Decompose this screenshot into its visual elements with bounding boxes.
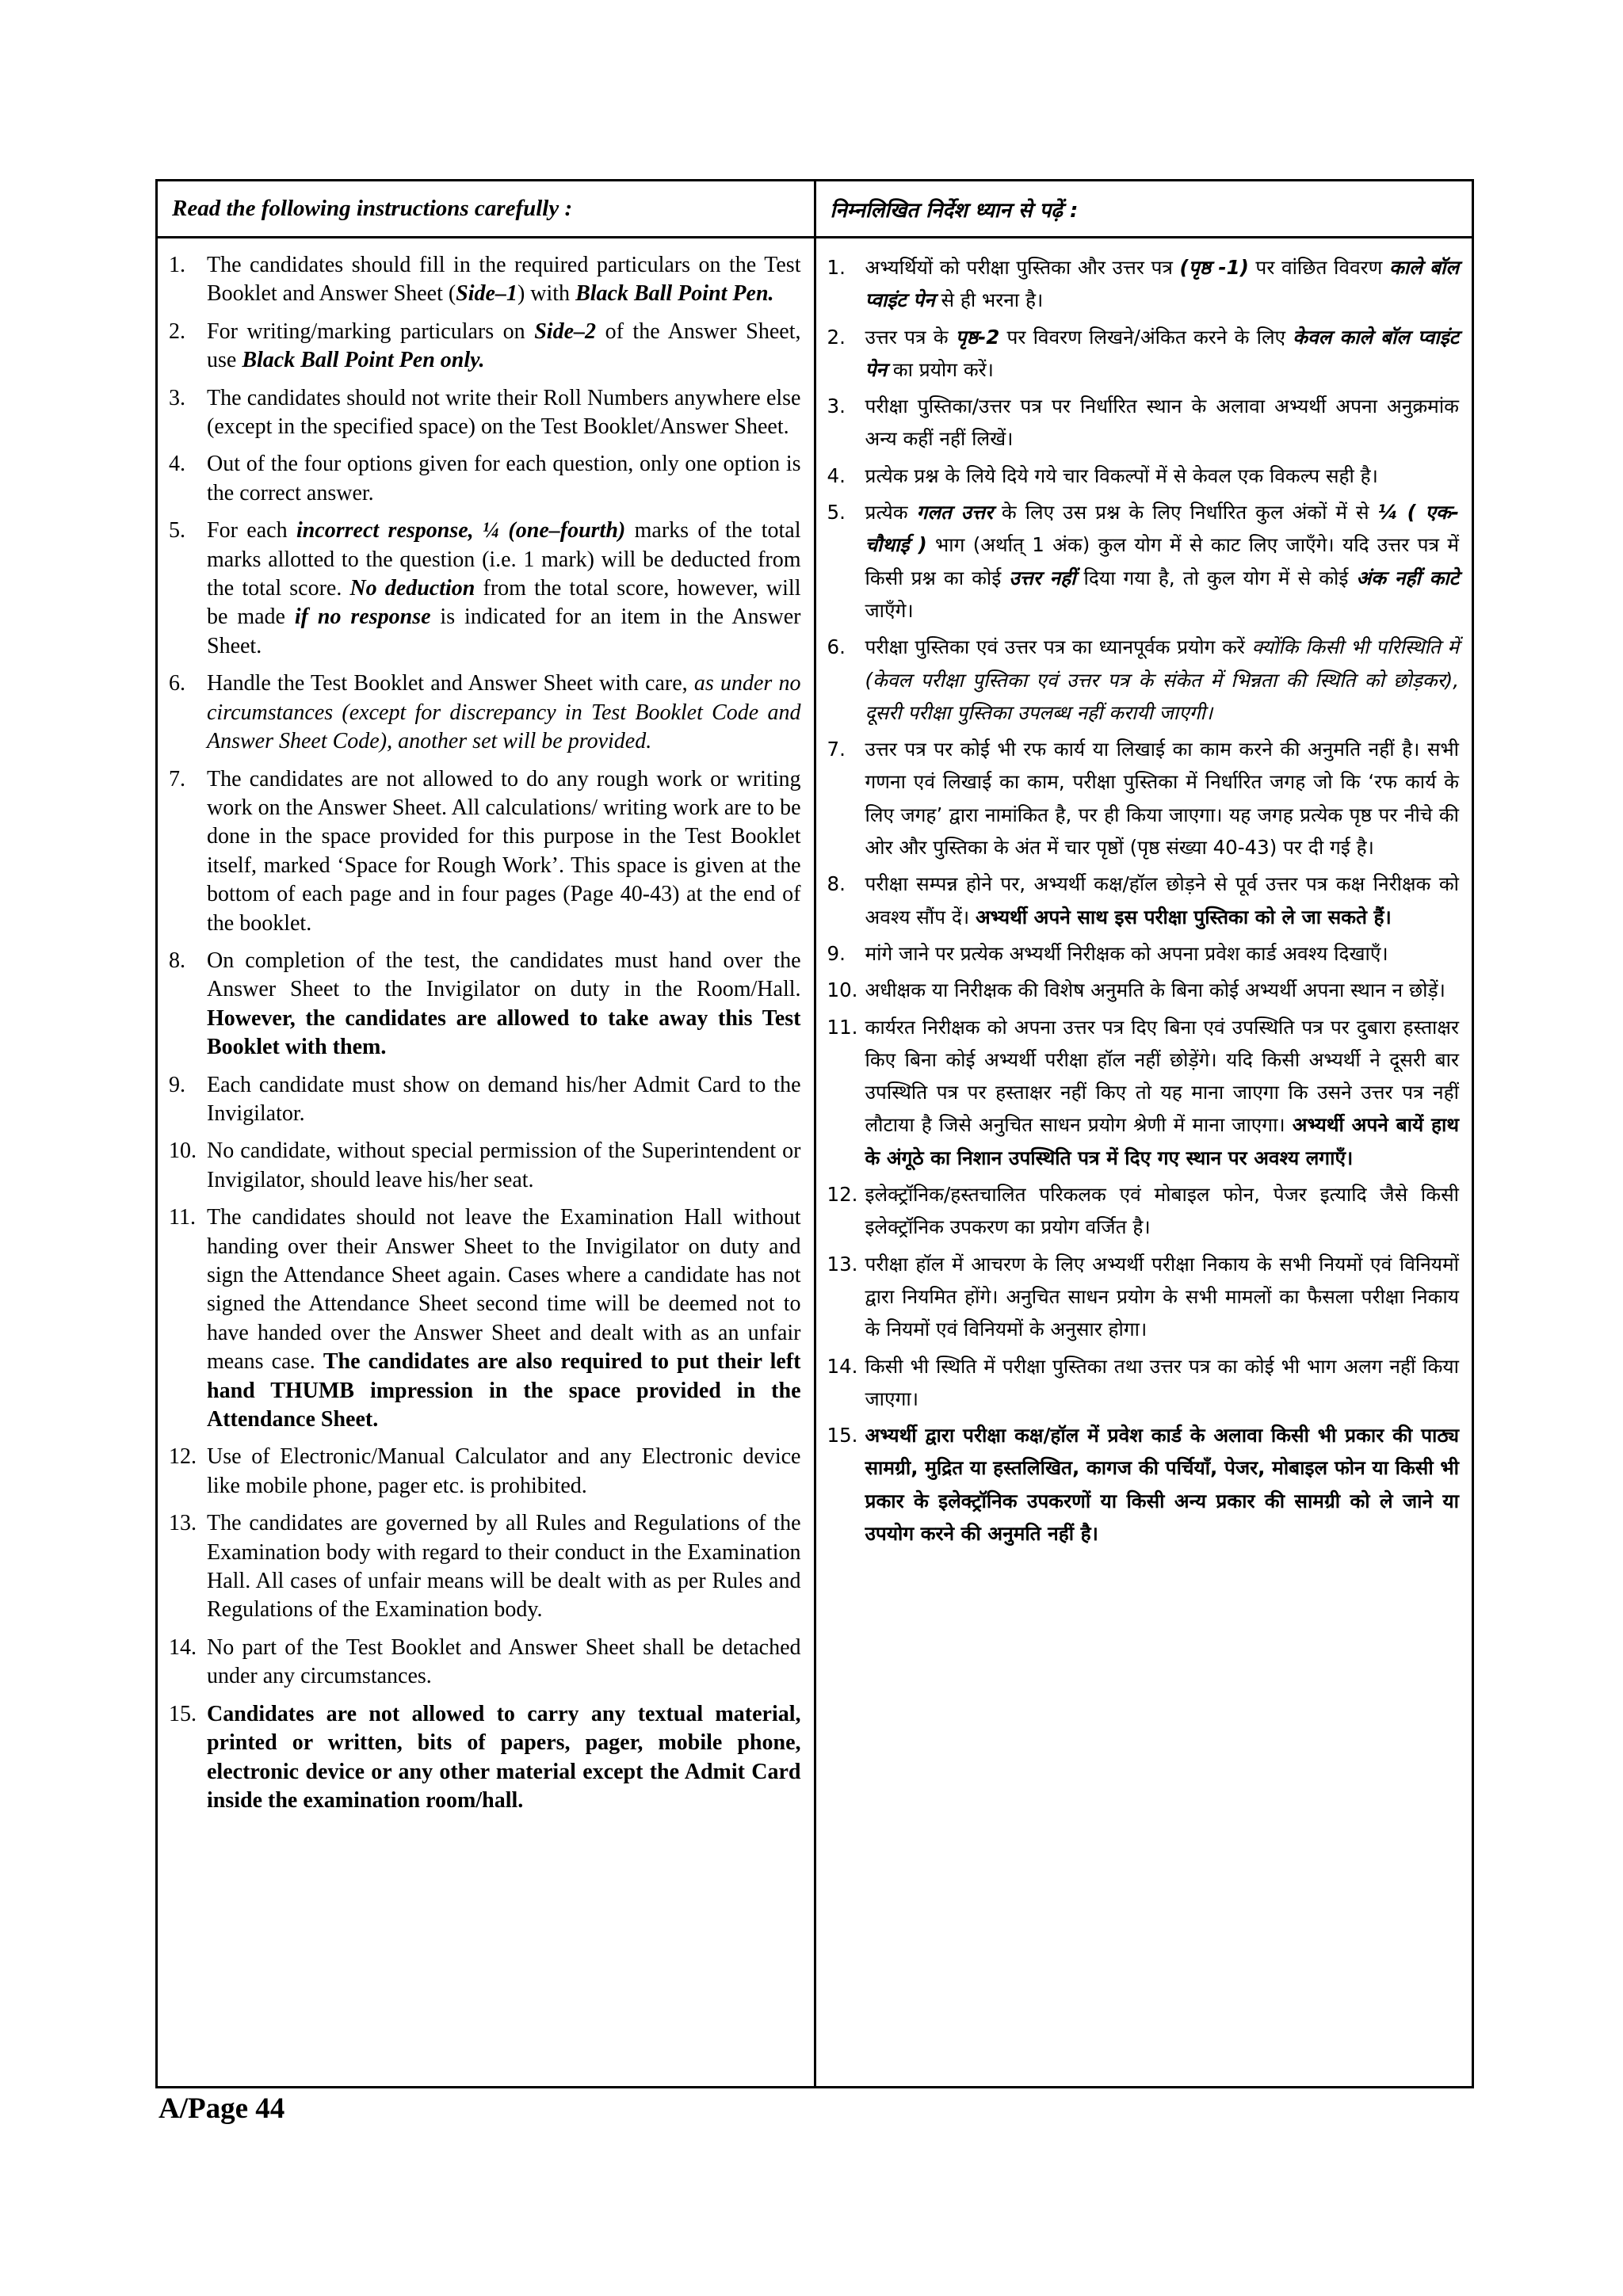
instruction-text-run: अभ्यर्थी अपने साथ इस परीक्षा पुस्तिका को ले जा सकते हैं। [975,905,1392,929]
instruction-text-run: मांगे जाने पर प्रत्येक अभ्यर्थी निरीक्षक को अपना प्रवेश कार्ड अवश्य दिखाएँ। [865,941,1388,965]
instruction-text-run: अधीक्षक या निरीक्षक की विशेष अनुमति के बिना कोई अभ्यर्थी अपना स्थान न छोड़ें। [865,978,1445,1002]
instruction-text [207,318,801,376]
english-instructions-column [158,238,816,2086]
english-instruction-3 [169,384,801,442]
instructions-body [158,238,1472,2086]
instruction-text [207,450,801,508]
hindi-instruction-2 [827,321,1460,387]
instruction-text [865,1178,1460,1244]
hindi-instructions-column [816,238,1472,2086]
instruction-number: 12. [827,1183,858,1207]
instruction-text-run: Black Ball Point Pen only. [242,348,485,373]
instruction-number: 6. [827,635,846,659]
instruction-text-run: However, the candidates are allowed to take away this Test Booklet with them. [207,1005,801,1060]
instruction-text [865,937,1460,970]
instruction-text [207,1509,801,1625]
instruction-text-run: दिया गया है, तो कुल योग में से कोई [1075,566,1357,589]
instruction-text-run: अंक नहीं काटे [1356,566,1459,589]
instruction-number: 3. [827,395,846,418]
instruction-text [865,460,1460,492]
instruction-text [207,1634,801,1691]
instruction-text-run: पृष्ठ-2 [955,325,1000,349]
instruction-text-run: का प्रयोग करें। [887,357,994,381]
instruction-text-run: On completion of the test, the candidates must hand over the Answer Sheet to the Invigilator on duty in the Room/Hall. [207,948,801,1002]
english-instruction-15 [169,1700,801,1816]
instruction-number: 13. [169,1511,197,1536]
instruction-number: 11. [827,1015,858,1039]
instruction-text-run: Side–1 [456,281,517,307]
instruction-text-run: from the total score, however, will be made [207,576,801,630]
instruction-number: 11. [169,1205,196,1230]
instruction-text-run: Each candidate must show on demand his/her Admit Card to the Invigilator. [207,1072,801,1126]
instruction-number: 1. [169,253,185,277]
instruction-text [865,251,1460,317]
instruction-text-run: ¼ ( एक-चौथाई ) [865,501,1460,557]
instruction-text-run: marks of the total marks allotted to the question (i.e. 1 mark) will be deducted from the total score. [207,518,801,601]
instruction-text-run: उत्तर पत्र के [865,325,956,349]
instruction-text [865,1248,1460,1346]
instruction-number: 14. [827,1354,858,1378]
instruction-text-run: Use of Electronic/Manual Calculator and any Electronic device like mobile phone, pager etc. is prohibited. [207,1444,801,1498]
instruction-text-run: Out of the four options given for each question, only one option is the correct answer. [207,452,801,505]
instruction-text-run: is indicated for an item in the Answer Sheet. [207,605,801,658]
hindi-instruction-6 [827,631,1460,729]
instruction-text-run: प्रत्येक [865,501,917,524]
instruction-number: 7. [169,766,185,791]
instruction-text [865,631,1460,729]
instruction-text [207,765,801,938]
instruction-text-run: परीक्षा पुस्तिका/उत्तर पत्र पर निर्धारित स्थान के अलावा अभ्यर्थी अपना अनुक्रमांक अन्य कहीं नहीं लिखें। [865,395,1459,451]
instruction-text-run: No deduction [349,576,475,601]
instruction-text-run: The candidates should not write their Roll Numbers anywhere else (except in the specified space) on the Test Booklet/Answer Sheet. [207,385,801,440]
english-heading: Read the following instructions carefully : [158,181,816,236]
instruction-text [865,321,1460,387]
hindi-instruction-15 [827,1419,1460,1550]
page-number: A/Page 44 [158,2092,285,2125]
instruction-number: 15. [169,1701,197,1726]
instruction-text-run: उत्तर पत्र पर कोई भी रफ कार्य या लिखाई का काम करने की अनुमति नहीं है। सभी गणना एवं लिखाई का काम, परीक्षा पुस्तिका में निर्धारित जगह जो कि ‘रफ कार्य के लिए जगह’ द्वारा नामांकित है, पर ही किया जाएगा। यह जगह प्रत्येक पृष्ठ पर नीचे की ओर और पुस्तिका के अंत में चार पृष्ठों (पृष्ठ संख्या 40-43) पर दी गई है। [865,738,1459,860]
instruction-text-run: For each [207,518,296,543]
instruction-text [207,947,801,1062]
instruction-text-run: से ही भरना है। [934,288,1044,312]
instruction-text-run: उत्तर नहीं [1009,566,1076,589]
english-instruction-13 [169,1509,801,1625]
instruction-text [865,733,1460,864]
instruction-number: 9. [169,1072,185,1097]
instruction-text [865,868,1460,933]
instructions-header-row [158,181,1472,238]
instruction-text-run: of the Answer Sheet, use [207,318,801,373]
instruction-text-run: जाएँगे। [865,598,914,622]
instruction-text [865,974,1460,1006]
hindi-instruction-9 [827,937,1460,970]
hindi-instruction-14 [827,1350,1460,1416]
instruction-text [865,390,1460,456]
instruction-text-run: परीक्षा हॉल में आचरण के लिए अभ्यर्थी परीक्षा निकाय के सभी नियमों एवं विनियमों द्वारा नियमित होंगे। अनुचित साधन प्रयोग के सभी मामलों का फैसला परीक्षा निकाय के नियमों एवं विनियमों के अनुसार होगा। [865,1252,1459,1341]
hindi-instruction-4 [827,460,1460,492]
english-instruction-11 [169,1203,801,1434]
instruction-number: 8. [169,948,185,973]
instruction-number: 3. [169,385,185,410]
instruction-text-run: as under no circumstances (except for discrepancy in Test Booklet Code and Answer Sheet Code), another set will be provided. [207,671,801,754]
instruction-text-run: क्योंकि किसी भी परिस्थिति में (केवल परीक्षा पुस्तिका एवं उत्तर पत्र के संकेत में भिन्नता की स्थिति को छोड़कर), दूसरी परीक्षा पुस्तिका उपलब्ध नहीं करायी जाएगी। [865,635,1459,724]
instruction-text-run: For writing/marking particulars on [207,318,535,344]
instruction-text-run: केवल काले बॉल प्वाइंट पेन [865,325,1459,381]
instruction-text-run: पर वांछित विवरण [1248,256,1389,279]
instruction-text [207,517,801,661]
instruction-text-run: किसी भी स्थिति में परीक्षा पुस्तिका तथा उत्तर पत्र का कोई भी भाग अलग नहीं किया जाएगा। [865,1354,1459,1410]
instruction-number: 5. [827,501,846,524]
english-instruction-6 [169,669,801,756]
english-instruction-1 [169,251,801,309]
instruction-number: 4. [827,463,846,487]
instruction-text-run: Black Ball Point Pen. [575,281,774,307]
instruction-number: 8. [827,872,846,896]
instruction-text [865,1419,1460,1550]
instruction-text [207,1700,801,1816]
instruction-text [207,1443,801,1501]
instruction-text-run: The candidates are governed by all Rules and Regulations of the Examination body with regard to their conduct in the Examination Hall. All cases of unfair means will be dealt with as per Rules and Regulations of the Examination body. [207,1511,801,1623]
instruction-text [207,1137,801,1195]
english-instruction-5 [169,517,801,661]
instruction-text [207,669,801,756]
hindi-instruction-13 [827,1248,1460,1346]
instruction-text-run: के लिए उस प्रश्न के लिए निर्धारित कुल अंकों में से [992,501,1378,524]
hindi-instruction-11 [827,1011,1460,1174]
instruction-text-run: Side–2 [534,318,597,344]
instruction-text-run: कार्यरत निरीक्षक को अपना उत्तर पत्र दिए बिना एवं उपस्थिति पत्र पर दुबारा हस्ताक्षर किए बिना कोई अभ्यर्थी परीक्षा हॉल नहीं छोड़ेंगे। यदि किसी अभ्यर्थी ने दूसरी बार उपस्थिति पत्र पर हस्ताक्षर नहीं किए तो यह माना जाएगा कि उसने उत्तर पत्र नहीं लौटाया है जिसे अनुचित साधन प्रयोग श्रेणी में माना जाएगा। [865,1015,1459,1137]
english-instruction-8 [169,947,801,1062]
english-instruction-7 [169,765,801,938]
hindi-instruction-12 [827,1178,1460,1244]
instruction-text-run: अभ्यर्थी अपने बायें हाथ के अंगूठे का निशान उपस्थिति पत्र में दिए गए स्थान पर अवश्य लगाएँ। [865,1113,1460,1169]
instruction-text-run: Candidates are not allowed to carry any textual material, printed or written, bits of papers, pager, mobile phone, electronic device or any other material except the Admit Card inside the examination room/hall. [207,1701,801,1813]
instruction-text-run: incorrect response, ¼ (one–fourth) [296,518,626,543]
instruction-number: 1. [827,256,846,279]
instruction-number: 13. [827,1252,858,1276]
instruction-text-run: परीक्षा सम्पन्न होने पर, अभ्यर्थी कक्ष/हॉल छोड़ने से पूर्व उत्तर पत्र कक्ष निरीक्षक को अवश्य सौंप दें। [865,872,1459,929]
instruction-text-run: भाग (अर्थात् 1 अंक) कुल योग में से काट लिए जाएँगे। यदि उत्तर पत्र में किसी प्रश्न का कोई [865,533,1459,589]
english-instruction-14 [169,1634,801,1691]
instruction-number: 9. [827,941,846,965]
instruction-text-run: काले बॉल प्वाइंट पेन [865,256,1459,312]
english-instruction-9 [169,1071,801,1129]
instruction-text-run: No candidate, without special permission of the Superintendent or Invigilator, should leave his/her seat. [207,1138,801,1192]
instruction-text-run: इलेक्ट्रॉनिक/हस्तचालित परिकलक एवं मोबाइल फोन, पेजर इत्यादि जैसे किसी इलेक्ट्रॉनिक उपकरण का प्रयोग वर्जित है। [865,1183,1459,1239]
instruction-text-run: The candidates should fill in the required particulars on the Test Booklet and Answer Sheet ( [207,253,801,307]
instruction-text-run: The candidates should not leave the Examination Hall without handing over their Answer Sheet to the Invigilator on duty and sign the Attendance Sheet again. Cases where a candidate has not signed the Attendance Sheet second time will be deemed not to have handed over the Answer Sheet and dealt with as an unfair means case. [207,1205,801,1375]
instruction-text-run: The candidates are also required to put their left hand THUMB impression in the space provided in the Attendance Sheet. [207,1349,801,1432]
instruction-text [207,251,801,309]
instruction-text-run: Handle the Test Booklet and Answer Sheet with care, [207,671,694,696]
instruction-text-run: प्रत्येक प्रश्न के लिये दिये गये चार विकल्पों में से केवल एक विकल्प सही है। [865,463,1378,487]
instruction-number: 10. [827,978,858,1002]
instruction-number: 2. [827,325,846,349]
instruction-text-run: अभ्यर्थियों को परीक्षा पुस्तिका और उत्तर पत्र [865,256,1180,279]
hindi-instruction-8 [827,868,1460,933]
instruction-text-run: No part of the Test Booklet and Answer Sheet shall be detached under any circumstances. [207,1634,801,1689]
instruction-number: 5. [169,518,185,543]
instruction-number: 6. [169,671,185,696]
instruction-number: 10. [169,1138,197,1164]
instruction-text-run: पर विवरण लिखने/अंकित करने के लिए [999,325,1293,349]
instruction-text-run: The candidates are not allowed to do any rough work or writing work on the Answer Sheet. All calculations/ writing work are to be done in the space provided for this purpose in the Test Booklet itself, marked ‘Space for Rough Work’. This space is given at the bottom of each page and in four pages (Page 40-43) at the end of the booklet. [207,766,801,936]
hindi-instruction-5 [827,496,1460,627]
instruction-number: 12. [169,1444,197,1470]
hindi-heading: निम्नलिखित निर्देश ध्यान से पढ़ें : [830,198,1079,223]
english-instruction-2 [169,318,801,376]
instruction-text-run: if no response [294,605,431,630]
english-instruction-10 [169,1137,801,1195]
instruction-text [865,1350,1460,1416]
instruction-number: 4. [169,452,185,477]
english-instruction-4 [169,450,801,508]
hindi-instruction-10 [827,974,1460,1006]
instruction-text [207,1071,801,1129]
instruction-number: 7. [827,738,846,761]
instructions-box [155,179,1474,2088]
instruction-number: 14. [169,1634,197,1660]
instruction-text [865,1011,1460,1174]
instruction-text-run: परीक्षा पुस्तिका एवं उत्तर पत्र का ध्यानपूर्वक प्रयोग करें [865,635,1252,659]
instruction-text [207,384,801,442]
instruction-text-run: अभ्यर्थी द्वारा परीक्षा कक्ष/हॉल में प्रवेश कार्ड के अलावा किसी भी प्रकार की पाठ्य सामग्री, मुद्रित या हस्तलिखित, कागज की पर्चियाँ, पेजर, मोबाइल फोन या किसी भी प्रकार के इलेक्ट्रॉनिक उपकरणों या किसी अन्य प्रकार की सामग्री को ले जाने या उपयोग करने की अनुमति नहीं है। [865,1424,1459,1545]
instruction-text-run: (पृष्ठ -1) [1179,256,1249,279]
instruction-text [865,496,1460,627]
instruction-text [207,1203,801,1434]
instruction-text-run: गलत उत्तर [916,501,993,524]
hindi-instruction-3 [827,390,1460,456]
hindi-instruction-7 [827,733,1460,864]
instruction-number: 15. [827,1424,858,1447]
instruction-text-run: ) with [517,281,576,307]
english-instruction-12 [169,1443,801,1501]
hindi-instruction-1 [827,251,1460,317]
instruction-number: 2. [169,318,185,344]
